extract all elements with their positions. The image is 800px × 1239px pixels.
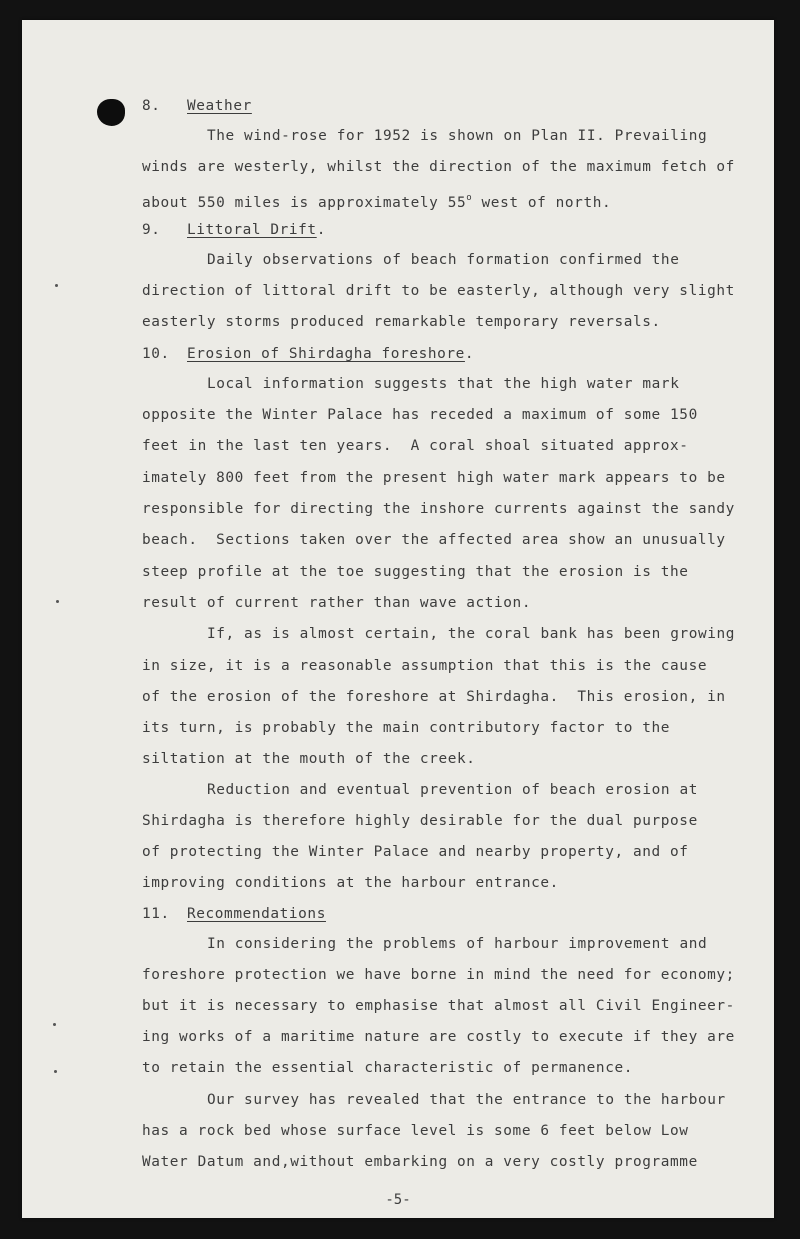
- section-10-heading: Erosion of Shirdagha foreshore.: [187, 346, 475, 362]
- page-number: -5-: [385, 1192, 411, 1208]
- section-11-number: 11.: [142, 906, 170, 922]
- body-line: Local information suggests that the high water mark: [207, 376, 680, 392]
- speck: [55, 284, 58, 287]
- body-line: of protecting the Winter Palace and nearby property, and of: [142, 844, 689, 860]
- speck: [56, 600, 59, 603]
- body-line: ing works of a maritime nature are costly to execute if they are: [142, 1029, 735, 1045]
- body-line: its turn, is probably the main contributory factor to the: [142, 720, 671, 736]
- body-line: easterly storms produced remarkable temporary reversals.: [142, 314, 661, 330]
- body-line: but it is necessary to emphasise that almost all Civil Engineer-: [142, 998, 735, 1014]
- section-9-heading: Littoral Drift.: [187, 222, 326, 238]
- ink-blot-mark: [97, 99, 125, 126]
- body-line: foreshore protection we have borne in mind the need for economy;: [142, 967, 735, 983]
- body-line: to retain the essential characteristic of permanence.: [142, 1060, 633, 1076]
- body-line: steep profile at the toe suggesting that the erosion is the: [142, 564, 689, 580]
- document-page: [22, 20, 774, 1218]
- section-8-heading: Weather: [187, 98, 252, 114]
- body-line: feet in the last ten years. A coral shoal situated approx-: [142, 438, 689, 454]
- section-8-number: 8.: [142, 98, 161, 114]
- body-line: opposite the Winter Palace has receded a maximum of some 150: [142, 407, 698, 423]
- body-line: Our survey has revealed that the entrance to the harbour: [207, 1092, 726, 1108]
- body-line: about 550 miles is approximately 55$^o$ west of north.: [142, 193, 612, 211]
- body-line: in size, it is a reasonable assumption that this is the cause: [142, 658, 708, 674]
- body-line: If, as is almost certain, the coral bank has been growing: [207, 626, 736, 642]
- body-line: responsible for directing the inshore currents against the sandy: [142, 501, 735, 517]
- body-line: In considering the problems of harbour improvement and: [207, 936, 708, 952]
- section-11-heading: Recommendations: [187, 906, 326, 922]
- section-10-number: 10.: [142, 346, 170, 362]
- body-line: improving conditions at the harbour entrance.: [142, 875, 559, 891]
- body-line: imately 800 feet from the present high water mark appears to be: [142, 470, 726, 486]
- body-line: direction of littoral drift to be easterly, although very slight: [142, 283, 735, 299]
- body-line: Shirdagha is therefore highly desirable for the dual purpose: [142, 813, 698, 829]
- degree-superscript: o: [466, 193, 473, 203]
- speck: [53, 1023, 56, 1026]
- section-9-number: 9.: [142, 222, 161, 238]
- body-line: Reduction and eventual prevention of beach erosion at: [207, 782, 698, 798]
- body-line: result of current rather than wave action.: [142, 595, 532, 611]
- body-line: of the erosion of the foreshore at Shirdagha. This erosion, in: [142, 689, 726, 705]
- body-line: siltation at the mouth of the creek.: [142, 751, 476, 767]
- body-line: beach. Sections taken over the affected area show an unusually: [142, 532, 726, 548]
- speck: [54, 1070, 57, 1073]
- body-line: The wind-rose for 1952 is shown on Plan II. Prevailing: [207, 128, 708, 144]
- body-line: winds are westerly, whilst the direction of the maximum fetch of: [142, 159, 735, 175]
- body-line: Water Datum and,without embarking on a very costly programme: [142, 1154, 698, 1170]
- body-line: has a rock bed whose surface level is some 6 feet below Low: [142, 1123, 689, 1139]
- body-line: Daily observations of beach formation confirmed the: [207, 252, 680, 268]
